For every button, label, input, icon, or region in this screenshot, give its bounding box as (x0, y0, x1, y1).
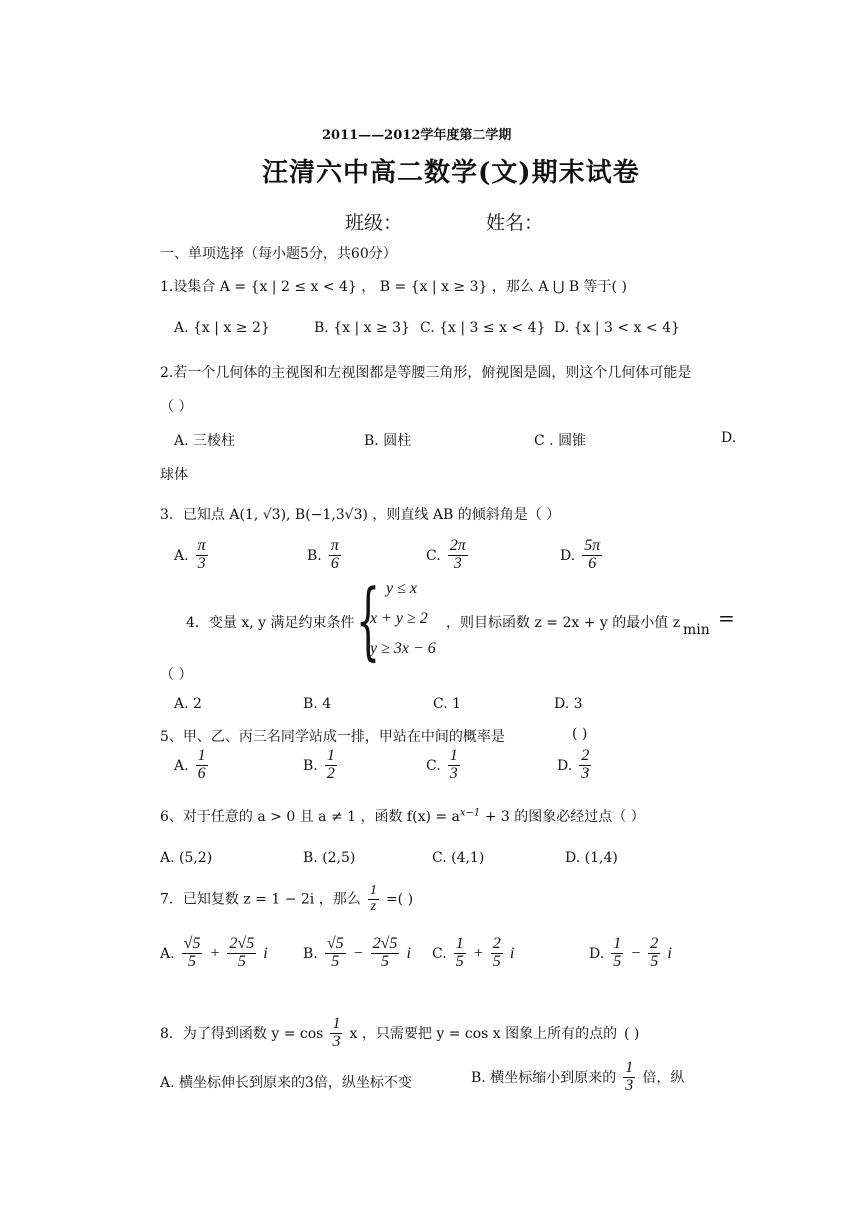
constraint-2: x + y ≥ 2 (370, 610, 428, 627)
question-1-option-b[interactable]: B. {x | x ≥ 3} (314, 320, 410, 336)
question-7-option-a[interactable]: A. $\frac{√5}{5}$ + $\frac{2√5}{5}$ i (160, 935, 268, 970)
question-2-option-d-text: 球体 (160, 467, 188, 483)
fraction: $\frac{\pi}{6}$ (330, 537, 339, 572)
fraction: $\frac{2\pi}{3}$ (449, 537, 466, 572)
term-line: 2011——2012学年度第二学期 (322, 128, 512, 143)
constraint-brace: { (356, 571, 381, 669)
question-5-paren: ( ) (572, 726, 588, 742)
option-label: D. (560, 547, 576, 564)
constraint-3: y ≥ 3x − 6 (370, 640, 436, 657)
question-6-option-c[interactable]: C. (4,1) (432, 850, 485, 866)
question-1-option-c[interactable]: C. {x | 3 ≤ x < 4} (420, 320, 546, 336)
constraint-1: y ≤ x (386, 580, 417, 597)
question-4-stem-prefix: 4．变量 x, y 满足约束条件 (186, 615, 355, 631)
question-2-stem: 2.若一个几何体的主视图和左视图都是等腰三角形，俯视图是圆，则这个几何体可能是 (160, 365, 692, 381)
zmin-subscript: min (683, 622, 710, 638)
fraction: $\frac{5\pi}{6}$ (584, 537, 601, 572)
question-7-option-d[interactable]: D. $\frac{1}{5}$ − $\frac{2}{5}$ i (589, 935, 672, 970)
question-8-stem: 8．为了得到函数 y = cos $\frac{1}{3}$ x ，只需要把 y = cos x 图象上所有的点的 (160, 1015, 618, 1050)
fraction: $\frac{\pi}{3}$ (197, 537, 206, 572)
question-3-option-b[interactable] (307, 538, 343, 573)
question-8-option-a[interactable]: A. 横坐标伸长到原来的3倍，纵坐标不变 (160, 1075, 412, 1091)
question-5-option-a[interactable] (174, 748, 210, 783)
question-2-option-d[interactable]: D. (721, 430, 737, 446)
equals-sign: = (718, 606, 735, 630)
question-7-stem: 7．已知复数 z = 1 − 2i ，那么 $\frac{1}{z}$ =( ) (160, 883, 414, 914)
question-7-option-b[interactable]: B. $\frac{√5}{5}$ − $\frac{2√5}{5}$ i (303, 935, 411, 970)
question-6-stem: 6、对于任意的 a > 0 且 a ≠ 1 ，函数 $f(x) = a^{x-1} + 3$ 的图象必经过点（ ） (160, 807, 645, 825)
option-label: B. (303, 757, 318, 774)
question-6-option-d[interactable]: D. (1,4) (565, 850, 618, 866)
question-2-option-c[interactable]: C . 圆锥 (534, 433, 587, 449)
question-1-stem: 1.设集合 A = {x | 2 ≤ x < 4} ， B = {x | x ≥ 3} ，那么 A ⋃ B 等于( ) (160, 279, 627, 295)
fraction: $\frac{1}{2}$ (326, 747, 335, 782)
question-4-option-d[interactable]: D. 3 (554, 696, 583, 712)
question-1-option-a[interactable]: A. {x | x ≥ 2} (174, 320, 270, 336)
question-2-option-a[interactable]: A. 三棱柱 (174, 433, 236, 449)
option-label: A. (174, 757, 189, 774)
question-5-option-d[interactable] (557, 748, 593, 783)
question-8-option-b[interactable]: B. 横坐标缩小到原来的 $\frac{1}{3}$ 倍，纵 (471, 1059, 685, 1094)
fraction: $\frac{2}{3}$ (581, 747, 590, 782)
question-4-option-b[interactable]: B. 4 (303, 696, 332, 712)
question-3-option-c[interactable] (426, 538, 470, 573)
fraction: $\frac{1}{6}$ (197, 747, 206, 782)
question-4-paren: （ ） (160, 667, 193, 683)
question-3-option-a[interactable] (174, 538, 210, 573)
question-6-option-a[interactable]: A. (5,2) (160, 850, 213, 866)
page-title: 汪清六中高二数学(文)期末试卷 (262, 158, 640, 188)
option-label: B. (307, 547, 322, 564)
class-label: 班级： (345, 212, 403, 234)
option-label: A. (174, 547, 189, 564)
option-label: D. (557, 757, 573, 774)
question-2-paren: （ ） (160, 399, 193, 415)
question-7-option-c[interactable]: C. $\frac{1}{5}$ + $\frac{2}{5}$ i (432, 935, 515, 970)
question-3-stem: 3．已知点 A(1, √3), B(−1,3√3) ，则直线 AB 的倾斜角是（ ） (160, 507, 561, 523)
name-label: 姓名： (486, 212, 544, 234)
question-4-option-c[interactable]: C. 1 (433, 696, 462, 712)
question-1-option-d[interactable]: D. {x | 3 < x < 4} (554, 320, 680, 336)
question-5-option-c[interactable] (426, 748, 462, 783)
section-heading: 一、单项选择（每小题5分，共60分） (160, 246, 397, 262)
question-6-option-b[interactable]: B. (2,5) (303, 850, 356, 866)
question-4-stem-suffix: ，则目标函数 z = 2x + y 的最小值 z (446, 615, 681, 631)
option-label: C. (426, 547, 441, 564)
option-label: C. (426, 757, 441, 774)
question-5-stem: 5、甲、乙、丙三名同学站成一排，甲站在中间的概率是 (160, 729, 505, 745)
question-5-option-b[interactable] (303, 748, 339, 783)
fraction: $\frac{1}{3}$ (449, 747, 458, 782)
question-4-option-a[interactable]: A. 2 (174, 696, 202, 712)
question-8-paren: ( ) (624, 1026, 640, 1042)
question-2-option-b[interactable]: B. 圆柱 (364, 433, 412, 449)
question-3-option-d[interactable] (560, 538, 604, 573)
